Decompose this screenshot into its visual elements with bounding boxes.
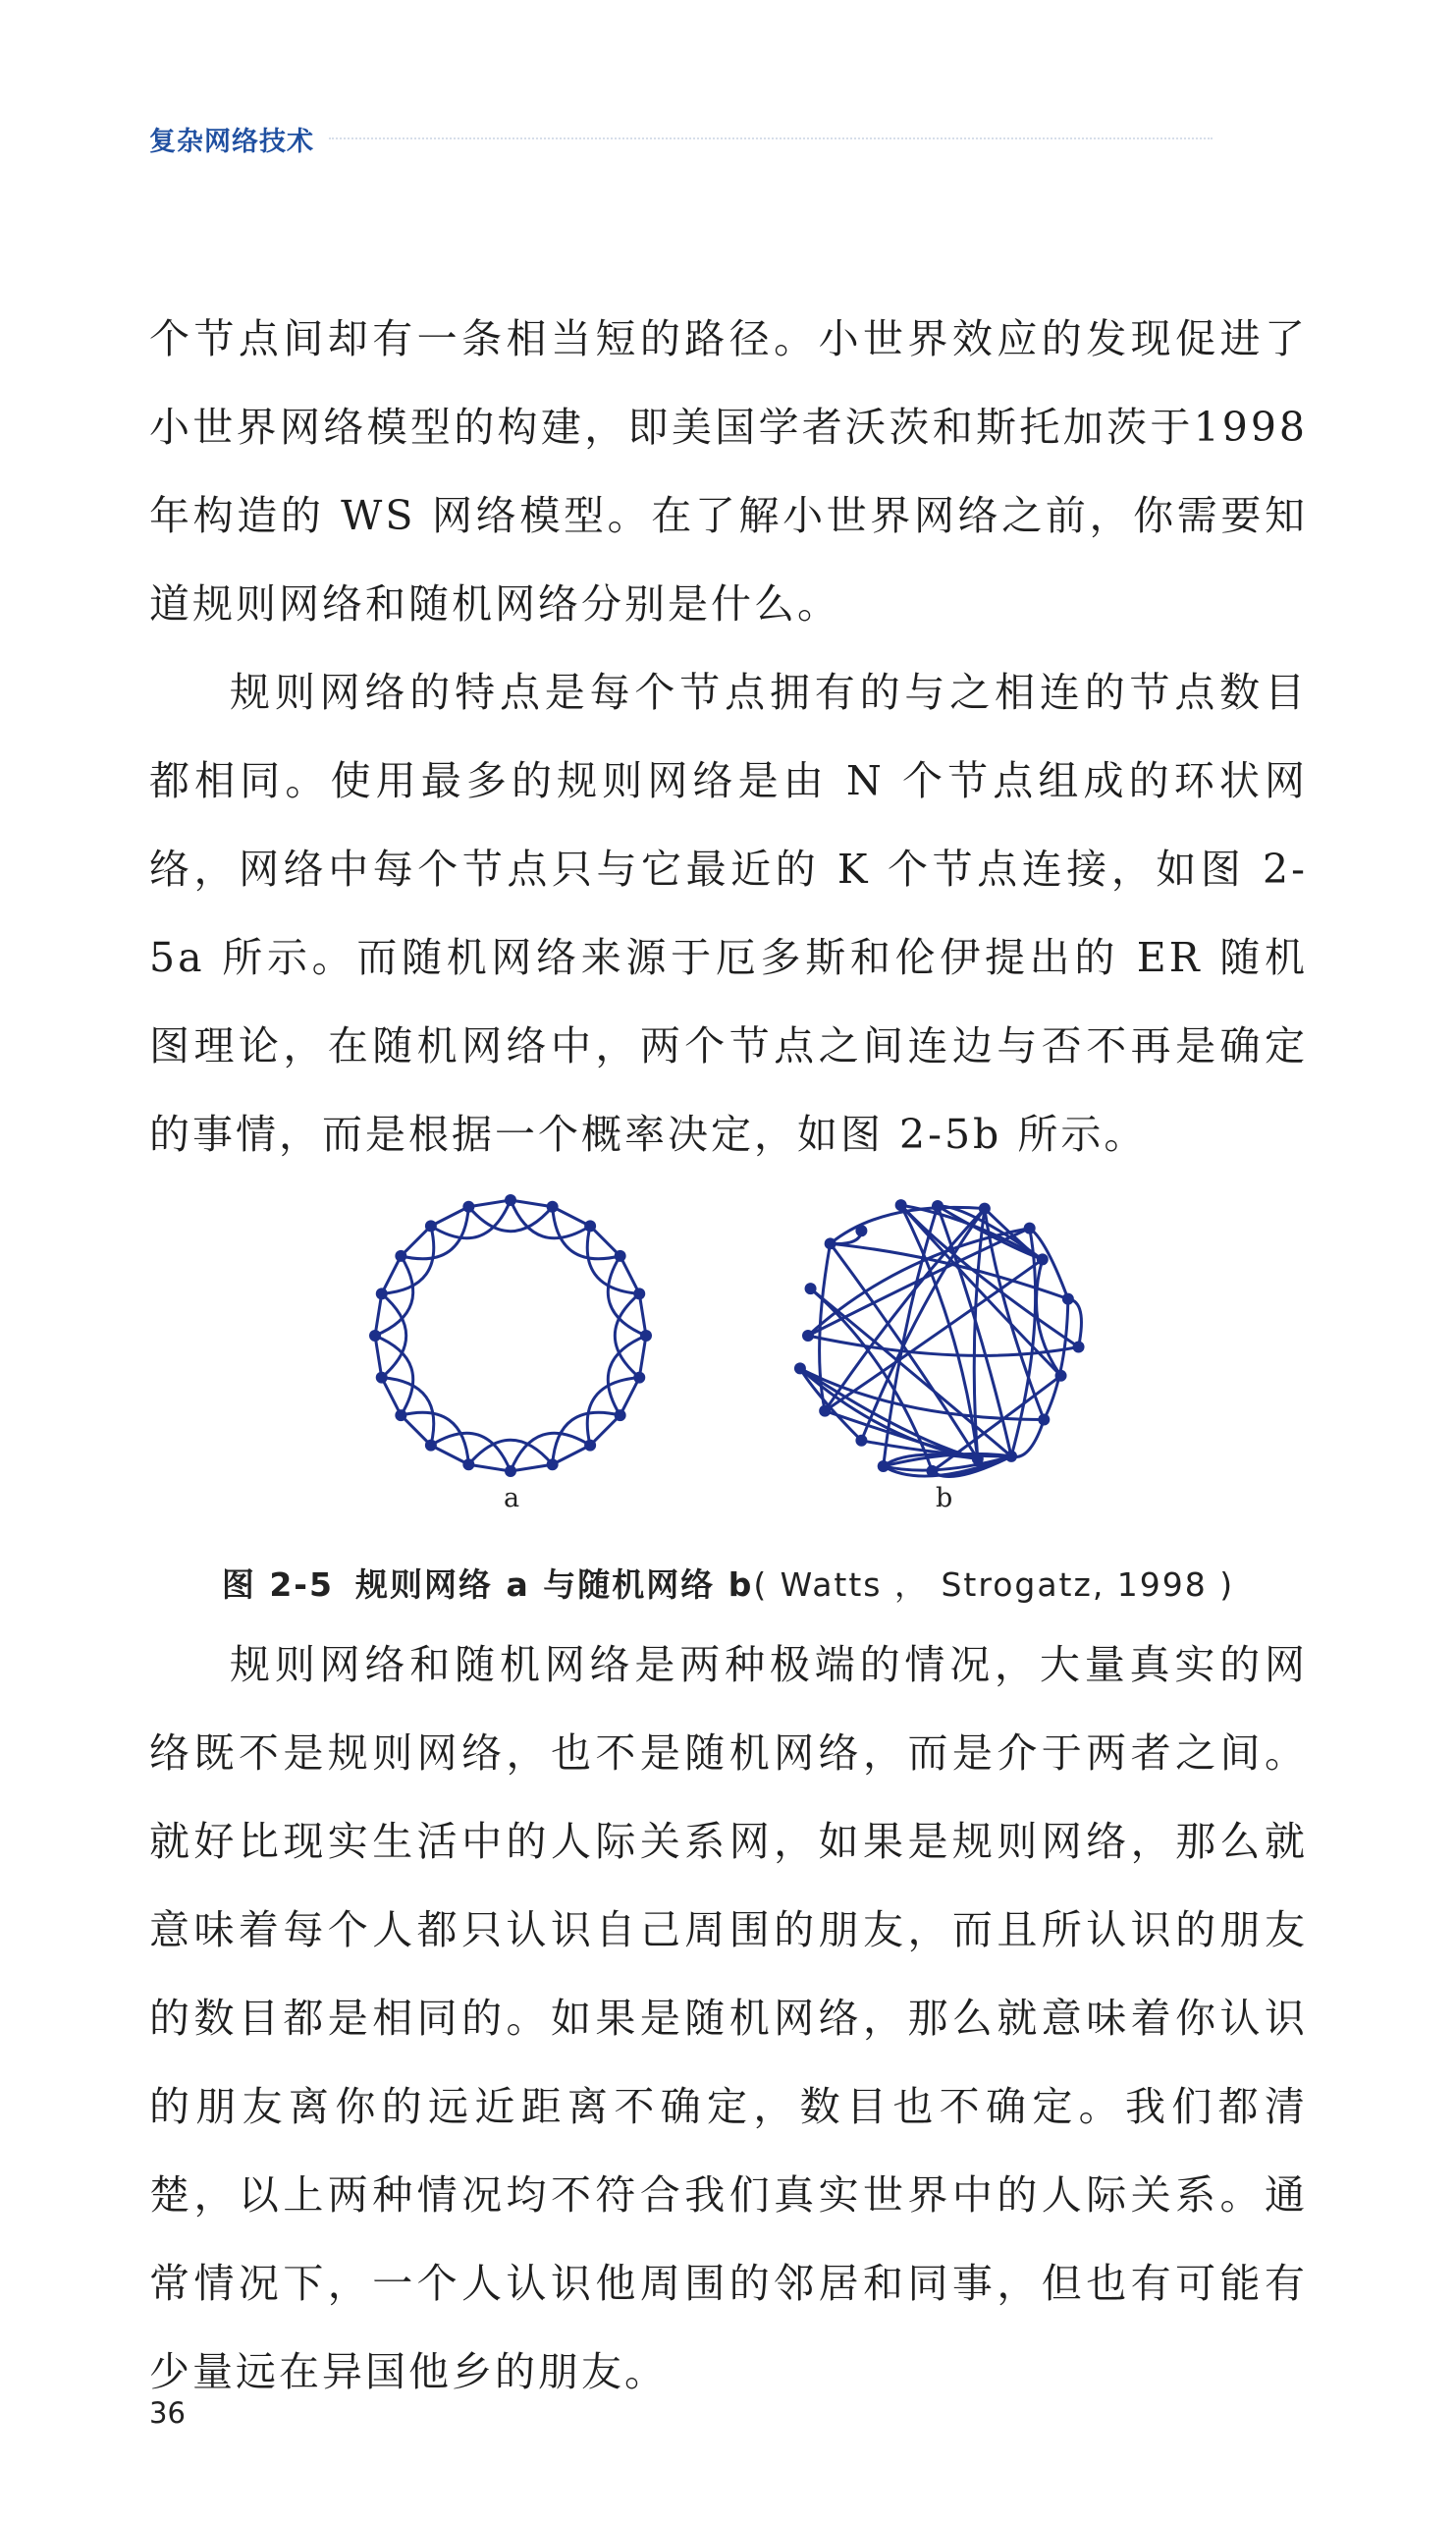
ring-edge — [375, 1336, 382, 1378]
network-node — [376, 1372, 388, 1384]
ring-edge — [553, 1446, 590, 1465]
random-edge — [884, 1206, 938, 1466]
ring-edge — [431, 1207, 468, 1227]
network-node — [633, 1372, 645, 1384]
network-node — [819, 1405, 831, 1417]
figure-caption — [0, 1560, 1456, 1606]
page-number: 36 — [149, 2396, 186, 2430]
network-node — [376, 1288, 388, 1299]
network-node — [395, 1409, 406, 1421]
network-node — [425, 1440, 437, 1452]
ring-edge — [590, 1226, 620, 1256]
paragraph-1: 个节点间却有一条相当短的路径。小世界效应的发现促进了小世界网络模型的构建，即美国学者沃茨和斯托加茨于1998 年构造的 WS 网络模型。在了解小世界网络之前，你需要知道规则网络和随机网络分别是什么。 — [149, 315, 1308, 628]
ring-edge — [511, 1464, 553, 1471]
network-node — [1073, 1342, 1085, 1353]
ring-edge — [553, 1207, 590, 1227]
ring-edge — [382, 1378, 402, 1415]
network-node — [1055, 1370, 1067, 1382]
network-node — [584, 1220, 596, 1232]
ring-edge — [468, 1207, 552, 1232]
ring-edge — [615, 1293, 639, 1377]
network-node — [1005, 1451, 1017, 1462]
ring-edge — [620, 1256, 640, 1293]
caption-source: ( Watts ， Strogatz, 1998 ) — [753, 1565, 1235, 1604]
network-node — [855, 1225, 867, 1236]
ring-edge — [382, 1256, 402, 1293]
network-node — [547, 1201, 559, 1213]
network-node — [615, 1409, 626, 1421]
network-node — [395, 1250, 406, 1262]
paragraph-2: 规则网络的特点是每个节点拥有的与之相连的节点数目都相同。使用最多的规则网络是由 N 个节点组成的环状网络，网络中每个节点只与它最近的 K 个节点连接，如图 2-5a 所示。而随机网络来源于厄多斯和伦伊提出的 ER 随机图理论，在随机网络中，两个节点之间连边与否不再是确定的事情，而是根据一个概率决定，如图 2-5b 所示。 — [149, 669, 1308, 1158]
network-node — [462, 1458, 474, 1470]
network-node — [615, 1250, 626, 1262]
random-edge — [825, 1209, 985, 1411]
network-node — [825, 1237, 836, 1249]
network-node — [895, 1199, 907, 1211]
network-node — [584, 1440, 596, 1452]
network-node — [932, 1200, 944, 1212]
caption-number: 图 2-5 — [221, 1565, 334, 1604]
figure-2-5 — [0, 1159, 1456, 1552]
ring-edge — [620, 1378, 640, 1415]
random-edge — [808, 1336, 1079, 1355]
regular-network-diagram — [369, 1194, 652, 1477]
network-node — [505, 1194, 516, 1206]
network-node — [640, 1330, 652, 1342]
caption-title: 规则网络 a 与随机网络 b — [354, 1565, 754, 1604]
paragraph-3: 规则网络和随机网络是两种极端的情况，大量真实的网络既不是规则网络，也不是随机网络，而是介于两者之间。就好比现实生活中的人际关系网，如果是规则网络，那么就意味着每个人都只认识自己周围的朋友，而且所认识的朋友的数目都是相同的。如果是随机网络，那么就意味着你认识的朋友离你的远近距离不确定，数目也不确定。我们都清楚，以上两种情况均不符合我们真实世界中的人际关系。通常情况下，一个人认识他周围的邻居和同事，但也有可能有少量远在异国他乡的朋友。 — [149, 1641, 1308, 2395]
random-network-diagram — [794, 1199, 1085, 1477]
ring-edge — [639, 1336, 646, 1378]
network-node — [802, 1330, 814, 1342]
running-head: 复杂网络技术 — [149, 127, 314, 157]
random-edge — [1036, 1259, 1060, 1375]
network-node — [972, 1453, 984, 1465]
ring-edge — [401, 1415, 431, 1446]
network-node — [1037, 1253, 1049, 1265]
network-node — [1024, 1223, 1036, 1234]
header-rule — [329, 137, 1213, 139]
network-node — [369, 1330, 381, 1342]
ring-edge — [401, 1226, 431, 1256]
network-node — [462, 1201, 474, 1213]
ring-edge — [590, 1415, 620, 1446]
random-edge — [1011, 1229, 1036, 1456]
network-node — [547, 1458, 559, 1470]
network-node — [1062, 1293, 1074, 1305]
figure-panel-b-label: b — [936, 1483, 953, 1513]
network-node — [926, 1465, 938, 1477]
ring-edge — [468, 1200, 511, 1207]
network-node — [633, 1288, 645, 1299]
ring-edge — [382, 1293, 406, 1377]
ring-edge — [431, 1446, 468, 1465]
ring-edge — [639, 1293, 646, 1336]
ring-edge — [511, 1200, 553, 1207]
ring-edge — [468, 1440, 552, 1464]
network-node — [805, 1283, 817, 1294]
network-node — [878, 1460, 890, 1472]
network-node — [794, 1362, 806, 1374]
network-node — [425, 1220, 437, 1232]
network-node — [505, 1465, 516, 1477]
network-node — [979, 1203, 991, 1215]
figure-panel-a-label: a — [504, 1483, 520, 1513]
random-edge — [1044, 1299, 1068, 1420]
network-node — [1038, 1414, 1050, 1426]
ring-edge — [375, 1293, 382, 1336]
network-node — [855, 1435, 867, 1447]
ring-edge — [468, 1464, 511, 1471]
